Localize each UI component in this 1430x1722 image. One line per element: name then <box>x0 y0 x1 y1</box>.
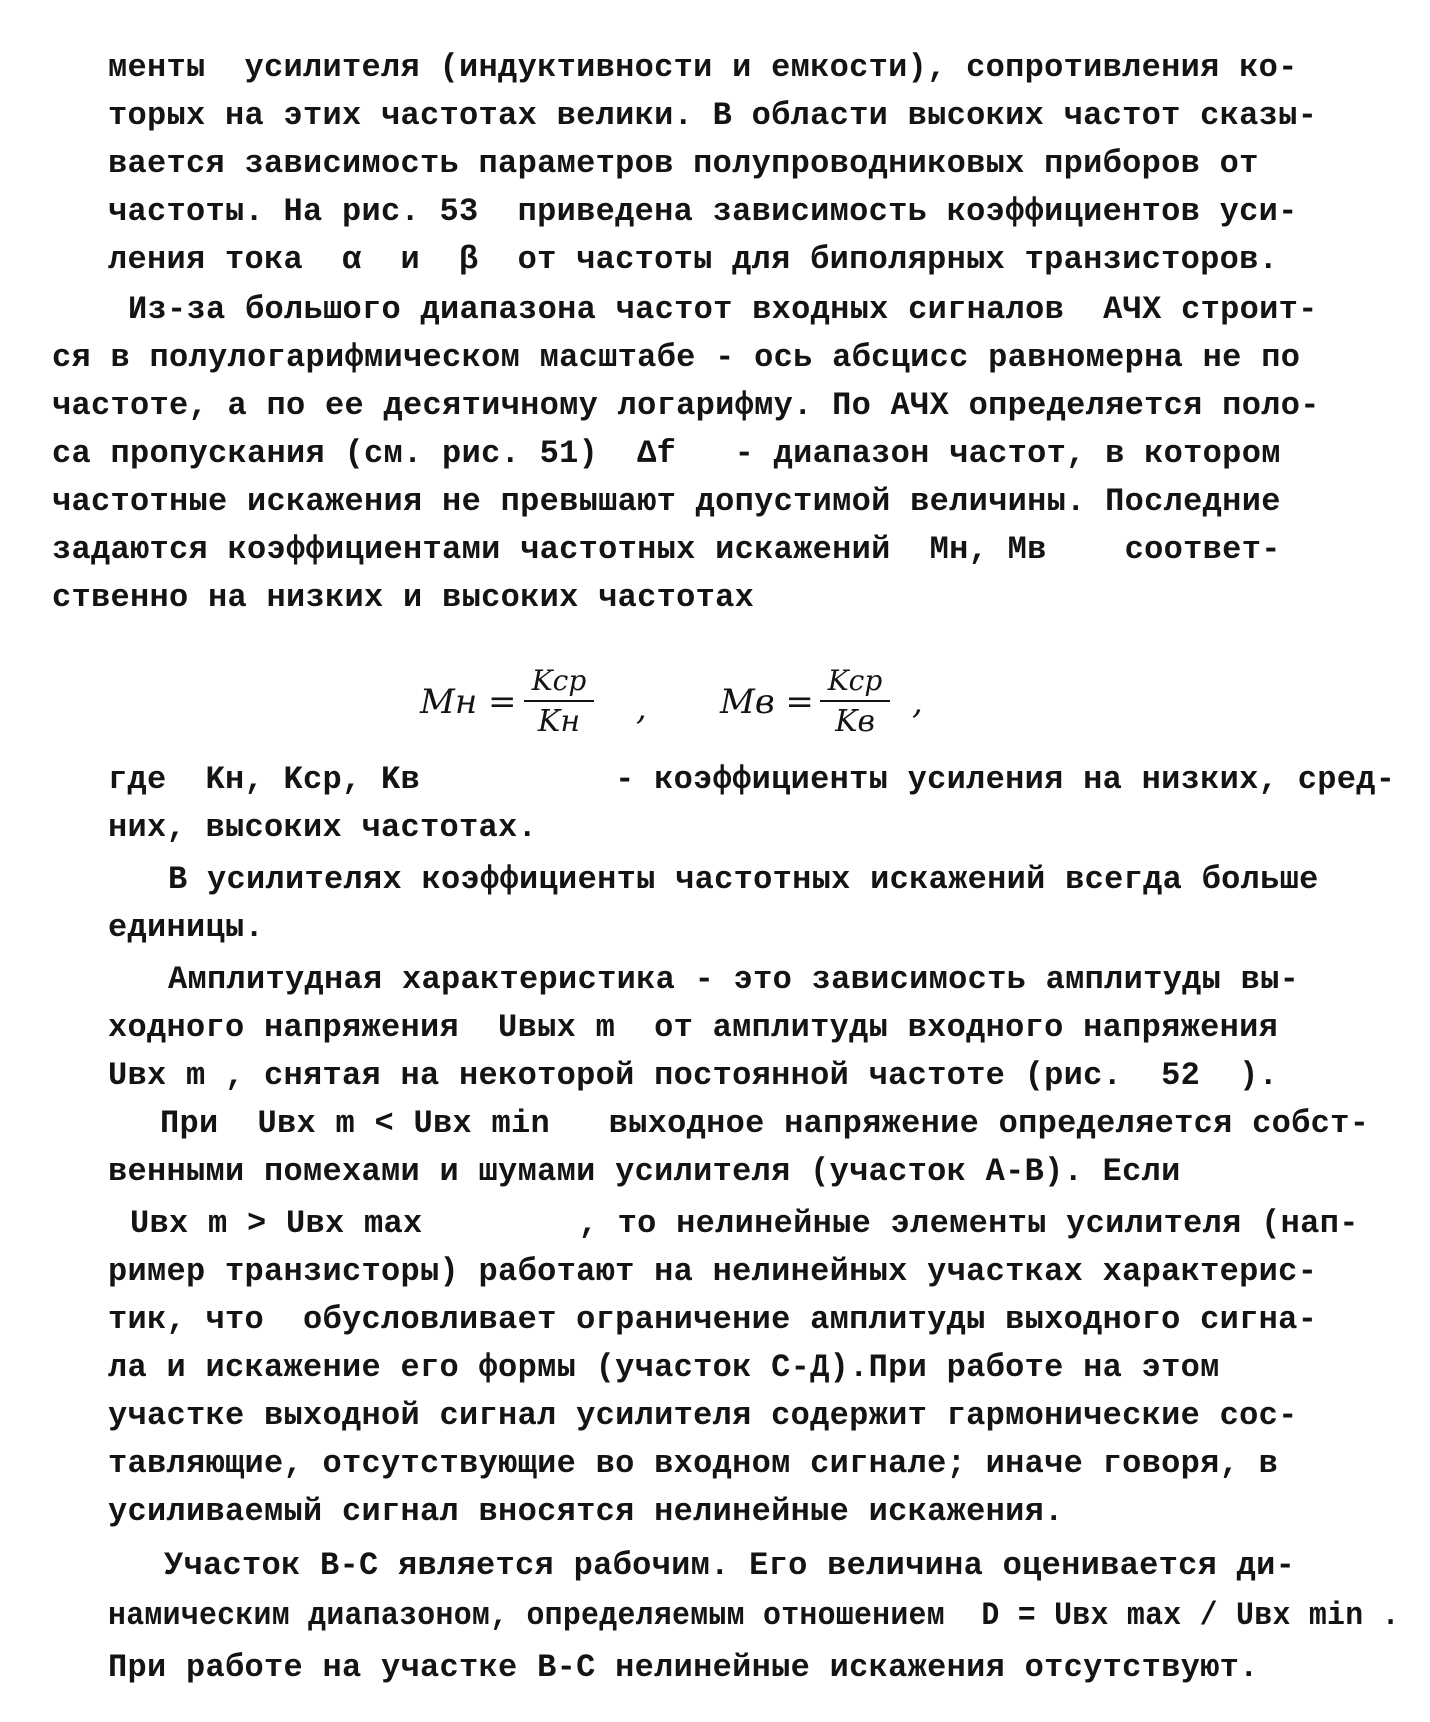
text-line-22: Uвх m > Uвх max , то нелинейные элементы усилителя (нап- <box>130 1205 1359 1242</box>
fraction-bar <box>524 700 594 702</box>
text-line-28: усиливаемый сигнал вносятся нелинейные искажения. <box>108 1493 1064 1530</box>
text-line-18: ходного напряжения Uвых m от амплитуды входного напряжения <box>108 1009 1279 1046</box>
text-line-12: ственно на низких и высоких частотах <box>52 579 755 616</box>
text-line-23: ример транзисторы) работают на нелинейных участках характерис- <box>108 1253 1318 1290</box>
text-line-4: частоты. На рис. 53 приведена зависимость коэффициентов уси- <box>108 193 1298 230</box>
text-line-21: венными помехами и шумами усилителя (участок А-В). Если <box>108 1153 1181 1190</box>
text-line-29: Участок В-С является рабочим. Его величина оценивается ди- <box>164 1547 1296 1584</box>
text-line-6: Из-за большого диапазона частот входных сигналов АЧХ строит- <box>128 291 1318 328</box>
text-line-8: частоте, а по ее десятичному логарифму. По АЧХ определяется поло- <box>52 387 1320 424</box>
text-line-19: Uвх m , снятая на некоторой постоянной частоте (рис. 52 ). <box>108 1057 1279 1094</box>
text-line-11: задаются коэффициентами частотных искажений Mн, Mв соответ- <box>52 531 1281 568</box>
formula-mn-label: Mн = <box>420 682 517 722</box>
text-line-30: намическим диапазоном, определяемым отношением D = Uвх max / Uвх min . <box>108 1597 1400 1634</box>
text-line-20: При Uвх m < Uвх min выходное напряжение определяется собст- <box>160 1105 1370 1142</box>
text-line-26: участке выходной сигнал усилителя содержит гармонические сос- <box>108 1397 1298 1434</box>
text-line-16: единицы. <box>108 909 265 946</box>
frequency-distortion-formula <box>420 664 1020 744</box>
fraction-bar <box>820 700 890 702</box>
text-line-25: ла и искажение его формы (участок С-Д).При работе на этом <box>108 1349 1220 1386</box>
formula-separator: , <box>636 688 647 728</box>
formula-num-v: Kср <box>827 664 883 697</box>
text-line-13: где Kн, Kср, Kв - коэффициенты усиления на низких, сред- <box>108 761 1396 798</box>
formula-fraction-n <box>524 664 594 740</box>
text-line-1: менты усилителя (индуктивности и емкости), сопротивления ко- <box>108 49 1298 86</box>
text-line-27: тавляющие, отсутствующие во входном сигнале; иначе говоря, в <box>108 1445 1279 1482</box>
formula-num-n: Kср <box>531 664 587 697</box>
text-line-10: частотные искажения не превышают допустимой величины. Последние <box>52 483 1281 520</box>
formula-den-v: Kв <box>835 704 875 739</box>
text-line-31: При работе на участке В-С нелинейные искажения отсутствуют. <box>108 1649 1259 1686</box>
formula-fraction-v <box>820 664 890 740</box>
text-line-15: В усилителях коэффициенты частотных искажений всегда больше <box>168 861 1319 898</box>
text-line-24: тик, что обусловливает ограничение амплитуды выходного сигна- <box>108 1301 1318 1338</box>
text-line-17: Амплитудная характеристика - это зависимость амплитуды вы- <box>168 961 1300 998</box>
text-line-7: ся в полулогарифмическом масштабе - ось абсцисс равномерна не по <box>52 339 1301 376</box>
formula-mv-label: Mв = <box>720 682 814 722</box>
text-line-3: вается зависимость параметров полупроводниковых приборов от <box>108 145 1259 182</box>
formula-den-n: Kн <box>537 704 581 739</box>
text-line-5: ления тока α и β от частоты для биполярных транзисторов. <box>108 241 1279 278</box>
text-line-14: них, высоких частотах. <box>108 809 538 846</box>
text-line-9: са пропускания (см. рис. 51) Δf - диапазон частот, в котором <box>52 435 1281 472</box>
text-line-2: торых на этих частотах велики. В области высоких частот сказы- <box>108 97 1318 134</box>
formula-end-comma: , <box>912 682 923 722</box>
